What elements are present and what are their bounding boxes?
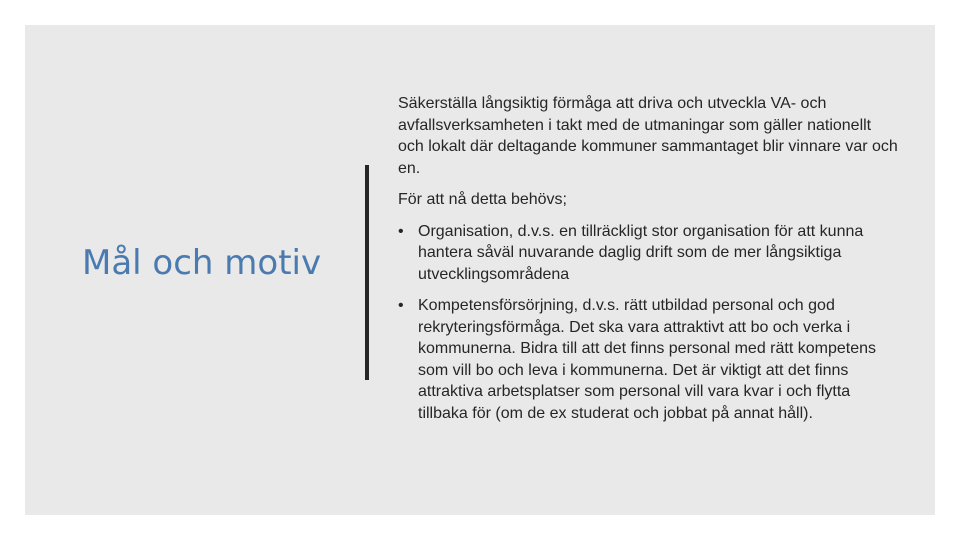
lead-paragraph: För att nå detta behövs; xyxy=(398,191,567,208)
intro-paragraph: Säkerställa långsiktig förmåga att driva och utveckla VA- och avfallsverksamheten i takt med de utmaningar som gäller nationellt och lokalt där deltagande kommuner sammantaget blir vinnare var och en. xyxy=(398,95,898,177)
bullet-icon: • xyxy=(398,297,404,314)
bullet-list xyxy=(398,221,898,425)
slide-body xyxy=(398,93,898,434)
vertical-divider xyxy=(365,165,369,380)
bullet-icon: • xyxy=(398,222,404,240)
bullet-item-kompetensforsorjning xyxy=(398,295,898,424)
bullet-text: Organisation, d.v.s. en tillräckligt stor organisation för att kunna hantera såväl nuvarande daglig drift som de mer långsiktiga utvecklingsområdena xyxy=(418,222,864,283)
bullet-text: Kompetensförsörjning, d.v.s. rätt utbildad personal och god rekryteringsförmåga. Det ska vara attraktivt att bo och verka i kommunerna. Bidra till att det finns personal med rätt kompetens som vill bo och leva i kommunerna. Det är viktigt att det finns attraktiva arbetsplatser som personal vill vara kvar i och flytta tillbaka för (om de ex studerat och jobbat på annat håll). xyxy=(418,297,876,422)
slide-title: Mål och motiv xyxy=(82,243,322,283)
slide xyxy=(25,25,935,515)
bullet-item-organisation xyxy=(398,221,898,286)
